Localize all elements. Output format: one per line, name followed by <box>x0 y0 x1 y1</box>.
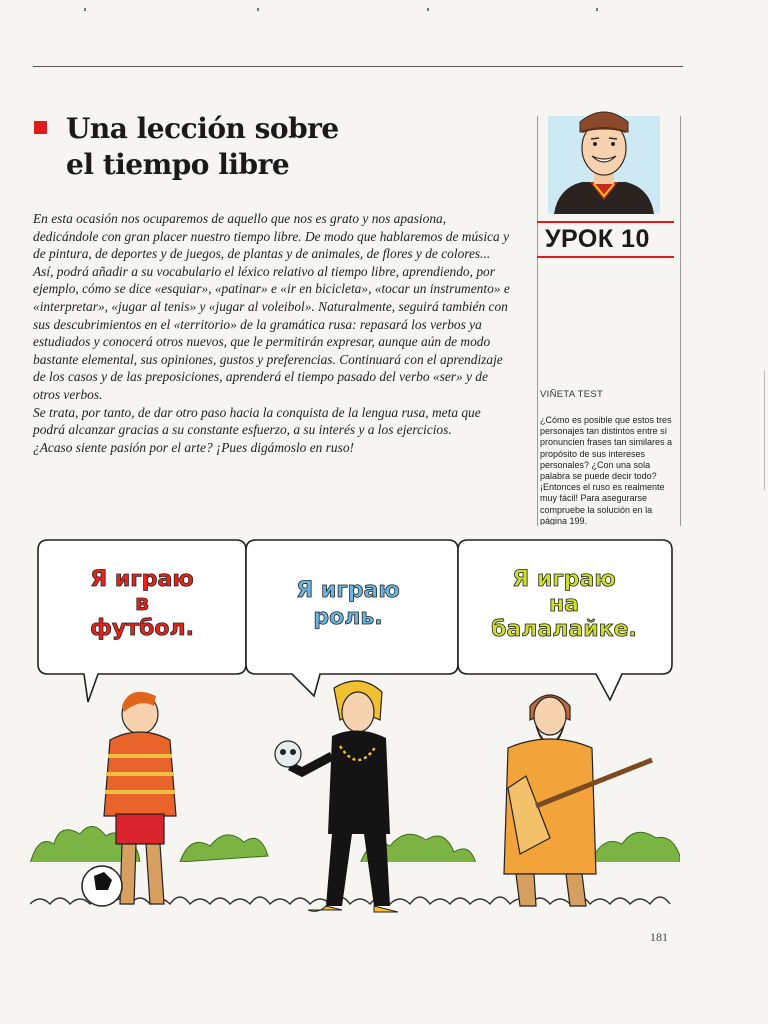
title-line-2: el tiempo libre <box>66 148 290 181</box>
bubble-left-line-3: футбол. <box>90 616 194 641</box>
footballer-figure <box>82 692 176 906</box>
cartoon-illustration <box>30 534 680 920</box>
bubble-right-line-1: Я играю <box>512 567 616 592</box>
title-line-1: Una lección sobre <box>66 112 339 145</box>
lesson-rule-top <box>537 221 674 223</box>
bubble-right-line-3: балалайке. <box>491 617 637 642</box>
bubble-left-line-1: Я играю <box>90 567 194 592</box>
russian-man-portrait <box>548 96 660 214</box>
intro-paragraph-3: ¿Acaso siente pasión por el arte? ¡Pues digámoslo en ruso! <box>33 439 354 455</box>
title-marker-square <box>34 121 47 134</box>
bubble-middle-line-1: Я играю <box>296 578 400 603</box>
top-rule <box>33 66 683 67</box>
sidebar-left-rule <box>537 116 538 526</box>
lesson-rule-bottom <box>537 256 674 258</box>
lesson-number: УРОК 10 <box>545 225 650 253</box>
intro-text <box>33 210 513 456</box>
bubble-right-line-2: на <box>548 592 580 617</box>
intro-paragraph-2: Se trata, por tanto, de dar otro paso hacia la conquista de la lengua rusa, meta que podrá alcanzar gracias a su constante esfuerzo, a su interés y a los ejercicios. <box>33 404 481 438</box>
page-number: 181 <box>650 930 668 944</box>
bubble-middle-line-2: роль. <box>313 605 383 630</box>
sidebar-right-rule <box>680 116 681 526</box>
page-title <box>66 111 486 183</box>
bubble-left-line-2: в <box>135 591 149 616</box>
intro-paragraph-1: En esta ocasión nos ocuparemos de aquello que nos es grato y nos apasiona, dedicándole con gran placer nuestro tiempo libre. De modo que hablaremos de música y de pintura, de deportes y de juegos, de plantas y de animales, de flores y de colores... Así, podrá añadir a su vocabulario el léxico relativo al tiempo libre, aprendiendo, por ejemplo, cómo se dice «esquiar», «patinar» e «ir en bicicleta», «tocar un instrumento» e «interpretar», «jugar al tenis» y «jugar al voleibol». Naturalmente, seguirá también con sus descubrimientos en el «territorio» de la gramática rusa: repasará los verbos ya estudiados y conocerá otros nuevos, que le permitirán expresar, aunque aún de modo bastante elemental, sus opiniones, gustos y preferencias. Continuará con el aprendizaje de los casos y de las preposiciones, aprenderá el tiempo pasado del verbo «ser» y de otros verbos. <box>33 211 510 402</box>
test-text: ¿Cómo es posible que estos tres personajes tan distintos entre sí pronuncien frases tan similares a propósito de sus intereses personales? ¿Con una sola palabra se puede decir todo? ¡Entonces el ruso es realmente muy fácil! Para asegurarse compruebe la solución en la página 199. <box>540 415 673 525</box>
scan-marks <box>0 8 768 12</box>
test-title: VIÑETA TEST <box>540 389 604 400</box>
page-edge-mark <box>764 370 765 490</box>
